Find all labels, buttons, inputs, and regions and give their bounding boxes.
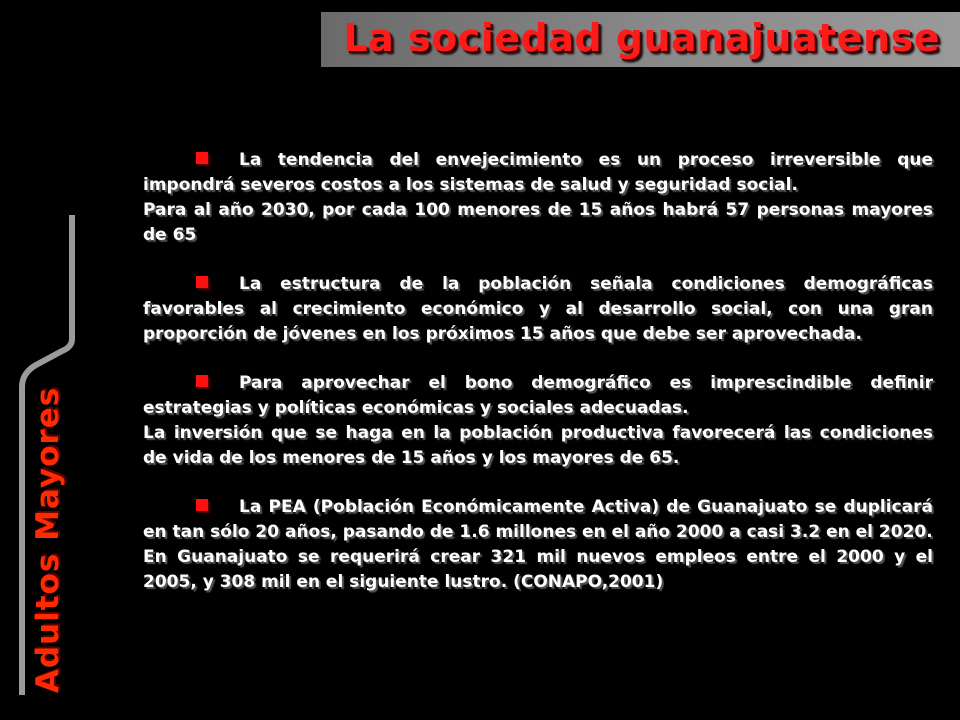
paragraph-text: Para aprovechar el bono demográfico es imprescindible definir estrategias y políticas económicas y sociales adecuadas. [143, 373, 933, 418]
bullet-paragraph [143, 495, 933, 595]
sidebar-section-label: Adultos Mayores [30, 386, 66, 694]
page-title: La sociedad guanajuatense [343, 16, 940, 60]
bullet-paragraph [143, 371, 933, 471]
paragraph-text: Para al año 2030, por cada 100 menores de 15 años habrá 57 personas mayores de 65 [143, 200, 933, 245]
paragraph-text: La tendencia del envejecimiento es un proceso irreversible que impondrá severos costos a los sistemas de salud y seguridad social. [143, 150, 933, 195]
paragraph-text: La inversión que se haga en la población productiva favorecerá las condiciones de vida de los menores de 15 años y los mayores de 65. [143, 423, 933, 468]
red-square-bullet-icon [196, 152, 208, 164]
paragraph-text: La estructura de la población señala condiciones demográficas favorables al crecimiento económico y al desarrollo social, con una gran proporción de jóvenes en los próximos 15 años que debe ser aprovechada. [143, 274, 933, 344]
bullet-paragraph [143, 148, 933, 248]
bullet-paragraph [143, 272, 933, 347]
red-square-bullet-icon [196, 499, 208, 511]
red-square-bullet-icon [196, 276, 208, 288]
paragraph-text: En Guanajuato se requerirá crear 321 mil nuevos empleos entre el 2000 y el 2005, y 308 mil en el siguiente lustro. (CONAPO,2001) [143, 547, 933, 592]
main-content [143, 148, 933, 619]
paragraph-text: La PEA (Población Económicamente Activa) de Guanajuato se duplicará en tan sólo 20 años, pasando de 1.6 millones en el año 2000 a casi 3.2 en el 2020. [143, 497, 933, 542]
red-square-bullet-icon [196, 375, 208, 387]
title-bar [321, 12, 960, 67]
